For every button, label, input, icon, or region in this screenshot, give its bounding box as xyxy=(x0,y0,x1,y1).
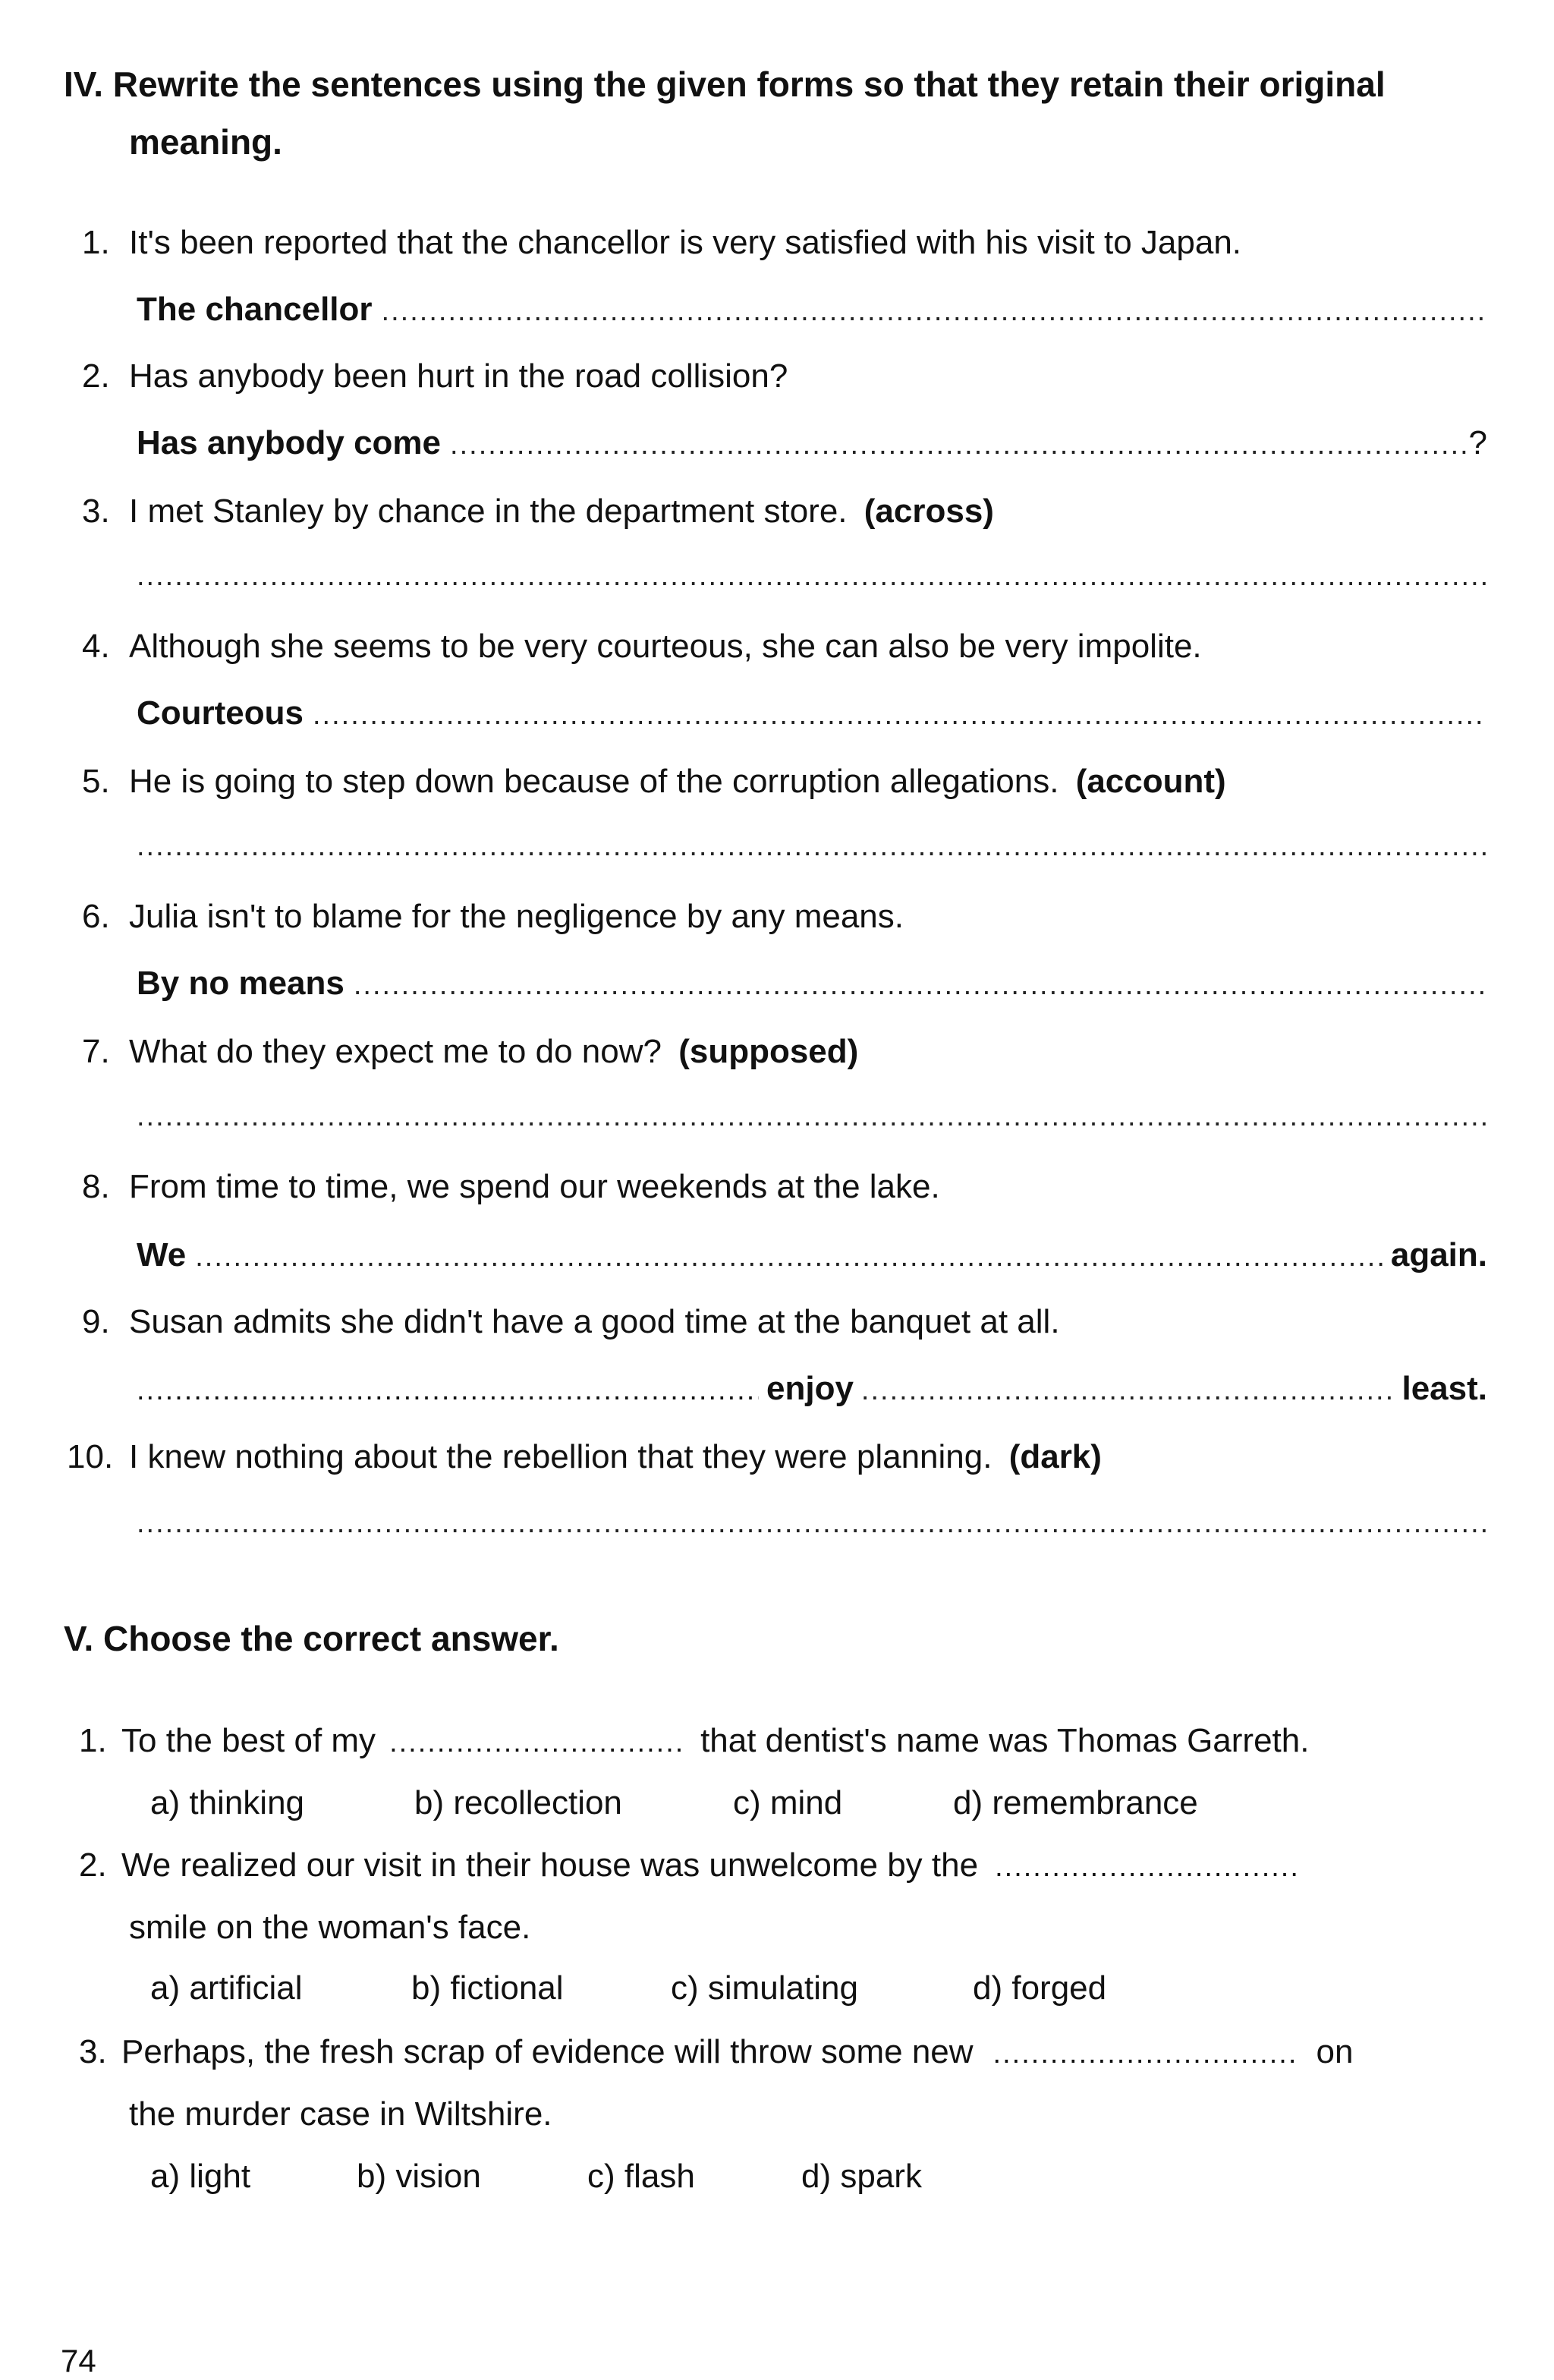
item-6-answer-line[interactable] xyxy=(137,967,1487,1000)
item-5-number: 5. xyxy=(82,763,110,800)
item-10-answer-line[interactable] xyxy=(137,1509,1487,1538)
item-2-prompt: Has anybody come xyxy=(137,424,442,461)
question-2-option-c[interactable]: c) simulating xyxy=(671,1969,858,2007)
question-2-option-b[interactable]: b) fictional xyxy=(411,1969,564,2007)
item-1-sentence: It's been reported that the chancellor is very satisfied with his visit to Japan. xyxy=(129,224,1242,261)
item-2-blank[interactable] xyxy=(450,430,1468,459)
item-2-end: ? xyxy=(1468,424,1487,461)
question-1-after: that dentist's name was Thomas Garreth. xyxy=(700,1722,1310,1759)
question-3-blank[interactable] xyxy=(993,2039,1297,2068)
item-8-prompt: We xyxy=(137,1236,187,1273)
question-1-line xyxy=(79,1724,1309,1758)
item-9-blank-before[interactable] xyxy=(137,1376,759,1405)
item-9-blank-after[interactable] xyxy=(861,1376,1395,1405)
item-8-number: 8. xyxy=(82,1168,110,1205)
question-3-line xyxy=(79,2035,1354,2069)
question-1-option-a[interactable]: a) thinking xyxy=(150,1784,305,1821)
item-9-mid: enjoy xyxy=(766,1370,854,1407)
question-1-option-c[interactable]: c) mind xyxy=(733,1784,843,1821)
item-4-sentence: Although she seems to be very courteous, she can also be very impolite. xyxy=(129,628,1202,665)
item-6-number: 6. xyxy=(82,898,110,935)
item-3-sentence: I met Stanley by chance in the department store. xyxy=(129,493,848,530)
item-1-number: 1. xyxy=(82,224,110,261)
item-7-keyword: (supposed) xyxy=(678,1033,859,1070)
item-4-blank[interactable] xyxy=(313,700,1487,729)
item-5-answer-line[interactable] xyxy=(137,832,1487,861)
page-number: 74 xyxy=(61,2343,96,2378)
item-10-number: 10. xyxy=(67,1438,114,1475)
item-5-sentence: He is going to step down because of the corruption allegations. xyxy=(129,763,1059,800)
item-2-sentence: Has anybody been hurt in the road collision? xyxy=(129,357,788,395)
item-8-sentence: From time to time, we spend our weekends at the lake. xyxy=(129,1168,940,1205)
item-4-prompt: Courteous xyxy=(137,694,304,732)
question-2-blank[interactable] xyxy=(995,1853,1298,1881)
question-2-option-d[interactable]: d) forged xyxy=(973,1969,1107,2007)
item-1-prompt: The chancellor xyxy=(137,291,373,328)
item-7-sentence-wrap xyxy=(129,1035,858,1069)
question-1-option-d[interactable]: d) remembrance xyxy=(953,1784,1198,1821)
question-3-option-b[interactable]: b) vision xyxy=(357,2158,481,2195)
question-2-option-a[interactable]: a) artificial xyxy=(150,1969,303,2007)
item-10-sentence: I knew nothing about the rebellion that they were planning. xyxy=(129,1438,992,1475)
section-iv-heading: IV. Rewrite the sentences using the given forms so that they retain their original xyxy=(64,65,1386,104)
item-8-end: again. xyxy=(1390,1236,1487,1273)
item-2-answer-line[interactable] xyxy=(137,424,1487,461)
item-2-number: 2. xyxy=(82,357,110,395)
item-7-blank[interactable] xyxy=(137,1102,1487,1131)
item-3-answer-line[interactable] xyxy=(137,562,1487,590)
item-7-answer-line[interactable] xyxy=(137,1102,1487,1131)
item-7-number: 7. xyxy=(82,1033,110,1070)
item-9-number: 9. xyxy=(82,1303,110,1340)
item-7-sentence: What do they expect me to do now? xyxy=(129,1033,662,1070)
section-v-heading: V. Choose the correct answer. xyxy=(64,1619,559,1658)
item-9-end: least. xyxy=(1401,1370,1487,1407)
item-5-blank[interactable] xyxy=(137,832,1487,861)
question-2-number: 2. xyxy=(79,1846,107,1884)
question-1-blank[interactable] xyxy=(389,1728,687,1757)
item-6-blank[interactable] xyxy=(354,971,1487,1000)
item-3-number: 3. xyxy=(82,493,110,530)
section-iv-heading-cont: meaning. xyxy=(129,122,282,162)
item-1-blank[interactable] xyxy=(382,297,1487,326)
item-4-answer-line[interactable] xyxy=(137,694,1487,732)
item-8-answer-line[interactable] xyxy=(137,1236,1487,1273)
question-1-before: To the best of my xyxy=(121,1722,376,1759)
item-5-keyword: (account) xyxy=(1075,763,1226,800)
question-3-after: on xyxy=(1316,2033,1354,2070)
item-4-number: 4. xyxy=(82,628,110,665)
item-8-blank[interactable] xyxy=(195,1242,1383,1271)
item-10-sentence-wrap xyxy=(129,1440,1102,1474)
item-6-sentence: Julia isn't to blame for the negligence by any means. xyxy=(129,898,904,935)
question-3-number: 3. xyxy=(79,2033,107,2070)
item-6-prompt: By no means xyxy=(137,965,344,1002)
item-3-keyword: (across) xyxy=(864,493,994,530)
item-10-keyword: (dark) xyxy=(1008,1438,1102,1475)
item-3-blank[interactable] xyxy=(137,562,1487,590)
item-5-sentence-wrap xyxy=(129,765,1226,798)
item-9-sentence: Susan admits she didn't have a good time at the banquet at all. xyxy=(129,1303,1060,1340)
question-3-line2: the murder case in Wiltshire. xyxy=(129,2095,552,2133)
item-10-blank[interactable] xyxy=(137,1509,1487,1538)
question-3-option-a[interactable]: a) light xyxy=(150,2158,251,2195)
item-1-answer-line[interactable] xyxy=(137,293,1487,326)
question-1-number: 1. xyxy=(79,1722,107,1759)
item-9-answer-line[interactable] xyxy=(137,1372,1487,1406)
question-2-line xyxy=(79,1846,1298,1884)
question-3-before: Perhaps, the fresh scrap of evidence will throw some new xyxy=(121,2033,974,2070)
question-3-option-d[interactable]: d) spark xyxy=(801,2158,922,2195)
question-2-line2: smile on the woman's face. xyxy=(129,1909,531,1946)
question-3-option-c[interactable]: c) flash xyxy=(587,2158,695,2195)
question-2-before: We realized our visit in their house was unwelcome by the xyxy=(121,1846,979,1884)
item-3-sentence-wrap xyxy=(129,495,994,528)
question-1-option-b[interactable]: b) recollection xyxy=(414,1784,622,1821)
